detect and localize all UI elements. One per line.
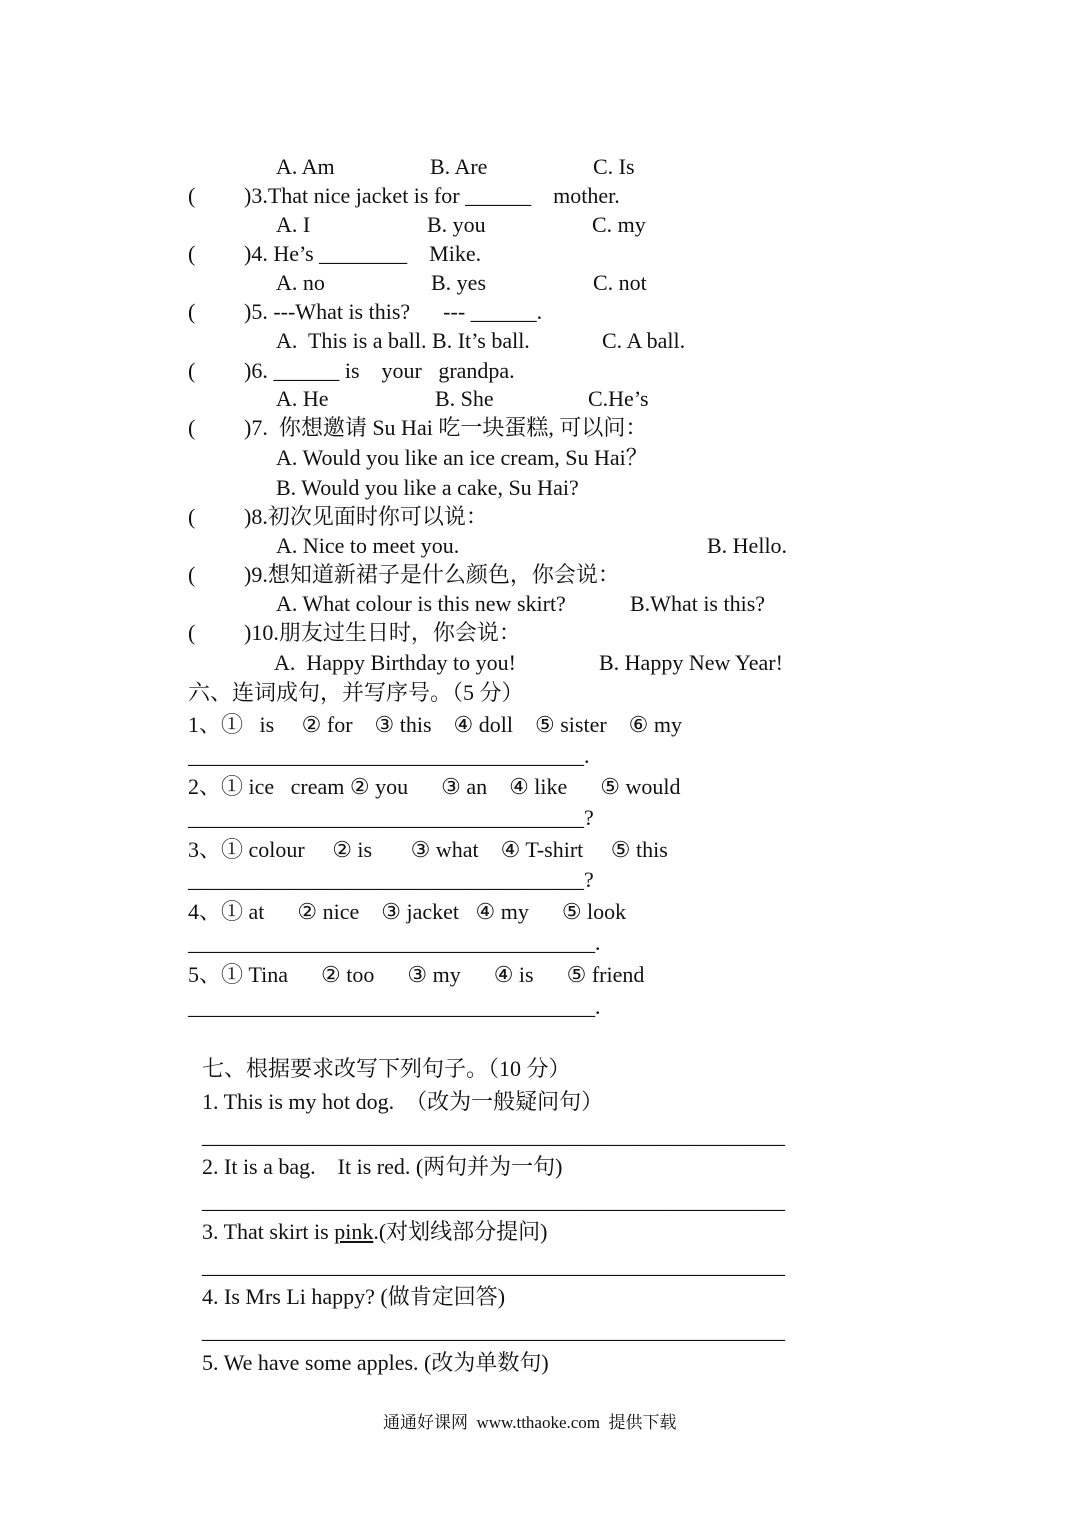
s7-answer-line-3: _____________________________________________________ — [202, 1253, 785, 1278]
s6-item-2-blank: ____________________________________? — [188, 805, 594, 830]
s6-item-5-blank: _____________________________________. — [188, 994, 601, 1019]
s6-item-5-words: 5、① Tina ② too ③ my ④ is ⑤ friend — [188, 962, 645, 987]
q3-option-b: B. you — [427, 212, 486, 237]
q9-paren: ( — [188, 562, 196, 587]
q6-paren: ( — [188, 358, 196, 383]
s6-item-3-words: 3、① colour ② is ③ what ④ T-shirt ⑤ this — [188, 837, 668, 862]
q2-option-c: C. Is — [593, 154, 635, 179]
q6-option-b: B. She — [435, 386, 494, 411]
q10-option-a: A. Happy Birthday to you! — [274, 650, 516, 675]
s6-item-1-words: 1、① is ② for ③ this ④ doll ⑤ sister ⑥ my — [188, 712, 683, 737]
s6-item-4-words: 4、① at ② nice ③ jacket ④ my ⑤ look — [188, 899, 627, 924]
s7-answer-line-4: _____________________________________________________ — [202, 1318, 785, 1343]
q4-paren: ( — [188, 241, 196, 266]
s6-item-1-blank: ____________________________________. — [188, 743, 590, 768]
q5-paren: ( — [188, 299, 196, 324]
q5-option-c: C. A ball. — [602, 328, 686, 353]
q6-option-c: C.He’s — [588, 386, 649, 411]
s7-item-4: 4. Is Mrs Li happy? (做肯定回答) — [202, 1284, 506, 1309]
q3-paren: ( — [188, 183, 196, 208]
q4-option-c: C. not — [593, 270, 647, 295]
q5-stem: )5. ---What is this? --- ______. — [244, 299, 543, 324]
page-footer: 通通好课网 www.tthaoke.com 提供下载 — [383, 1413, 677, 1432]
q3-option-c: C. my — [592, 212, 646, 237]
s7-answer-line-1: _____________________________________________________ — [202, 1123, 785, 1148]
section-7-title: 七、根据要求改写下列句子。（10 分） — [202, 1056, 571, 1081]
q9-option-a: A. What colour is this new skirt? — [276, 591, 566, 616]
q7-option-a: A. Would you like an ice cream, Su Hai？ — [276, 445, 648, 470]
s6-item-4-blank: _____________________________________. — [188, 930, 601, 955]
q8-paren: ( — [188, 504, 196, 529]
q8-stem: )8.初次见面时你可以说： — [244, 504, 488, 529]
q7-stem: )7. 你想邀请 Su Hai 吃一块蛋糕, 可以问： — [244, 415, 648, 440]
s7-answer-line-2: _____________________________________________________ — [202, 1188, 785, 1213]
q4-stem: )4. He’s ________ Mike. — [244, 241, 482, 266]
q9-option-b: B.What is this? — [630, 591, 766, 616]
q9-stem: )9.想知道新裙子是什么颜色，你会说： — [244, 562, 620, 587]
q6-option-a: A. He — [276, 386, 329, 411]
q3-stem: )3.That nice jacket is for ______ mother. — [244, 183, 620, 208]
q2-option-b: B. Are — [430, 154, 488, 179]
s6-item-2-words: 2、① ice cream ② you ③ an ④ like ⑤ would — [188, 774, 681, 799]
s7-item-3: 3. That skirt is pink.(对划线部分提问) — [202, 1219, 548, 1244]
s7-item-2: 2. It is a bag. It is red. (两句并为一句) — [202, 1154, 563, 1179]
q2-option-a: A. Am — [276, 154, 335, 179]
s6-item-3-blank: ____________________________________? — [188, 867, 594, 892]
q10-paren: ( — [188, 620, 196, 645]
s7-item-5: 5. We have some apples. (改为单数句) — [202, 1350, 549, 1375]
q7-paren: ( — [188, 415, 196, 440]
q4-option-b: B. yes — [431, 270, 486, 295]
q5-option-ab: A. This is a ball. B. It’s ball. — [276, 328, 530, 353]
s7-item-1: 1. This is my hot dog. （改为一般疑问句） — [202, 1089, 604, 1114]
section-6-title: 六、连词成句，并写序号。（5 分） — [188, 680, 524, 705]
underlined-word: pink — [334, 1219, 374, 1244]
q10-option-b: B. Happy New Year! — [599, 650, 783, 675]
q3-option-a: A. I — [276, 212, 311, 237]
q4-option-a: A. no — [276, 270, 325, 295]
q6-stem: )6. ______ is your grandpa. — [244, 358, 515, 383]
q8-option-a: A. Nice to meet you. — [276, 533, 460, 558]
q10-stem: )10.朋友过生日时，你会说： — [244, 620, 521, 645]
q7-option-b: B. Would you like a cake, Su Hai? — [276, 475, 579, 500]
q8-option-b: B. Hello. — [707, 533, 788, 558]
